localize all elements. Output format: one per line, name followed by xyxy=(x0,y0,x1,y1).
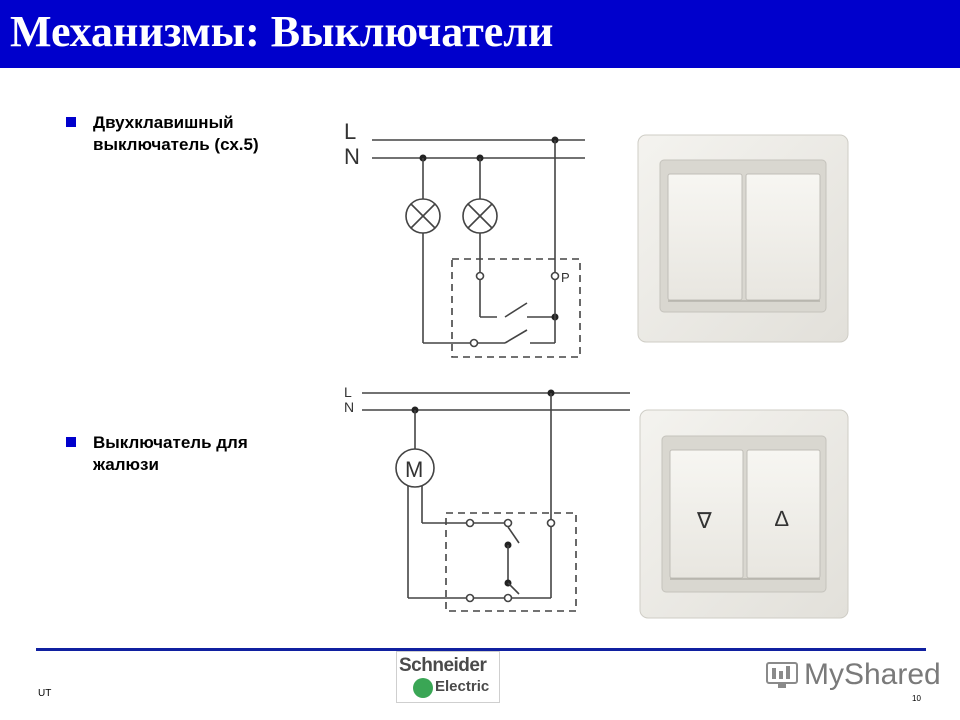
contact-icon xyxy=(548,520,555,527)
motor-label: M xyxy=(405,457,424,482)
footer-left-text: UT xyxy=(38,688,52,699)
switch-contact-down xyxy=(508,583,519,594)
switch-key-right xyxy=(746,174,820,300)
switch-key-left xyxy=(668,174,742,300)
contact-icon xyxy=(467,520,474,527)
label-n: N xyxy=(344,399,355,415)
label-n: N xyxy=(344,144,360,169)
switch-contact-up xyxy=(508,527,519,543)
label-p: P xyxy=(561,270,570,285)
down-triangle-icon: ∇ xyxy=(697,508,712,533)
contact-icon xyxy=(467,595,474,602)
product-blind-switch xyxy=(640,410,848,618)
schneider-electric-logo xyxy=(396,651,500,703)
contact-icon xyxy=(505,520,512,527)
schneider-leaf-icon xyxy=(413,678,433,698)
contact-icon xyxy=(477,273,484,280)
bullet-line-1: Выключатель для xyxy=(93,433,248,452)
bullet-line-2: жалюзи xyxy=(93,455,159,474)
page-number: 10 xyxy=(912,694,921,703)
contact-icon xyxy=(471,340,478,347)
myshared-screen-icon xyxy=(766,662,800,690)
logo-sub: Electric xyxy=(435,678,490,695)
slide-title: Механизмы: Выключатели xyxy=(10,7,554,56)
bullet-line-2: выключатель (сх.5) xyxy=(93,135,259,154)
contact-icon xyxy=(552,273,559,280)
product-two-key-switch xyxy=(638,135,848,342)
bullet-line-1: Двухклавишный xyxy=(93,113,234,132)
up-triangle-icon: ∆ xyxy=(775,506,789,531)
logo-name: Schneider xyxy=(399,655,487,676)
myshared-watermark: MyShared xyxy=(804,658,941,691)
contact-icon xyxy=(505,595,512,602)
wiring-diagram-blind xyxy=(344,384,630,611)
label-l: L xyxy=(344,119,357,144)
switch-contact-2 xyxy=(505,330,527,343)
label-l: L xyxy=(344,384,352,400)
wiring-diagram-two-key xyxy=(344,119,585,357)
switch-contact-1 xyxy=(505,303,527,317)
